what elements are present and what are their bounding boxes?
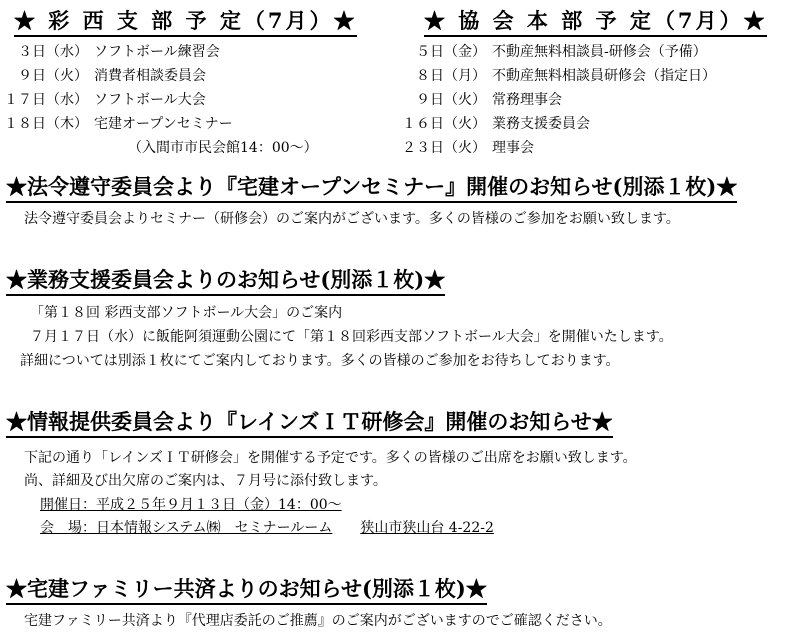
schedule-event: 業務支援委員会 xyxy=(492,116,590,132)
schedule-date: ３日（水） xyxy=(18,44,88,60)
section-text: 「第１８回 彩西支部ソフトボール大会」のご案内 xyxy=(30,305,343,321)
section-heading: ★業務支援委員会よりのお知らせ(別添１枚)★ xyxy=(6,267,445,296)
list-item xyxy=(398,112,716,136)
schedule-event: 理事会 xyxy=(492,140,534,156)
hq-schedule-list xyxy=(398,40,716,160)
section-text: 宅建ファミリー共済より『代理店委託のご推薦』のご案内がございますのでご確認ください。 xyxy=(24,613,612,629)
section-text: ７月１７日（水）に飯能阿須運動公園にて「第１８回彩西支部ソフトボール大会」を開催いたします。 xyxy=(30,329,673,345)
schedule-event: 不動産無料相談員-研修会（予備） xyxy=(492,44,707,60)
event-date-line: 開催日：平成２５年９月１３日（金）14：00～ xyxy=(40,497,342,513)
schedule-event: 不動産無料相談員研修会（指定日） xyxy=(492,68,716,84)
schedule-date: ８日（月） xyxy=(416,68,486,84)
section-text: 下記の通り「レインズＩＴ研修会」を開催する予定です。多くの皆様のご出席をお願い致します。 xyxy=(24,450,637,466)
branch-schedule-title: ★ 彩 西 支 部 予 定（7月）★ xyxy=(14,8,357,37)
venue-address: 狭山市狭山台 4-22-2 xyxy=(360,520,494,536)
schedule-event: 宅建オープンセミナー xyxy=(94,116,233,132)
section-heading: ★情報提供委員会より『レインズＩＴ研修会』開催のお知らせ★ xyxy=(6,409,613,438)
schedule-event: 常務理事会 xyxy=(492,92,562,108)
section-text: 詳細については別添１枚にてご案内しております。多くの皆様のご参加をお待ちしております。 xyxy=(20,353,620,369)
list-item xyxy=(0,64,318,88)
schedule-event: ソフトボール大会 xyxy=(94,92,206,108)
section-heading: ★法令遵守委員会より『宅建オープンセミナー』開催のお知らせ(別添１枚)★ xyxy=(6,174,737,203)
list-item xyxy=(0,40,318,64)
hq-schedule-title: ★ 協 会 本 部 予 定（7月）★ xyxy=(424,8,767,37)
section-text: 法令遵守委員会よりセミナー（研修会）のご案内がございます。多くの皆様のご参加をお願い致します。 xyxy=(24,211,680,227)
section-text: 尚、詳細及び出欠席のご案内は、７月号に添付致します。 xyxy=(24,473,387,489)
list-item xyxy=(398,88,716,112)
schedule-date: ５日（金） xyxy=(416,44,486,60)
venue-label: 会 場：日本情報システム㈱ セミナールーム xyxy=(40,520,333,536)
schedule-date: ２３日（火） xyxy=(402,140,486,156)
section-heading: ★宅建ファミリー共済よりのお知らせ(別添１枚)★ xyxy=(6,576,487,605)
schedule-date: ９日（火） xyxy=(416,92,486,108)
list-item xyxy=(0,88,318,112)
schedule-date: １６日（火） xyxy=(402,116,486,132)
list-item xyxy=(0,112,318,136)
branch-schedule-list xyxy=(0,40,318,160)
schedule-date: ９日（火） xyxy=(18,68,88,84)
event-venue-line xyxy=(40,517,494,540)
schedule-event: 消費者相談委員会 xyxy=(94,68,206,84)
schedule-event: ソフトボール練習会 xyxy=(94,44,220,60)
list-item xyxy=(398,136,716,160)
schedule-date: １７日（水） xyxy=(4,92,88,108)
schedule-date: １８日（木） xyxy=(4,116,88,132)
schedule-note: （入間市市民会館14：00～） xyxy=(128,140,318,156)
list-item xyxy=(398,40,716,64)
list-item xyxy=(0,136,318,160)
list-item xyxy=(398,64,716,88)
